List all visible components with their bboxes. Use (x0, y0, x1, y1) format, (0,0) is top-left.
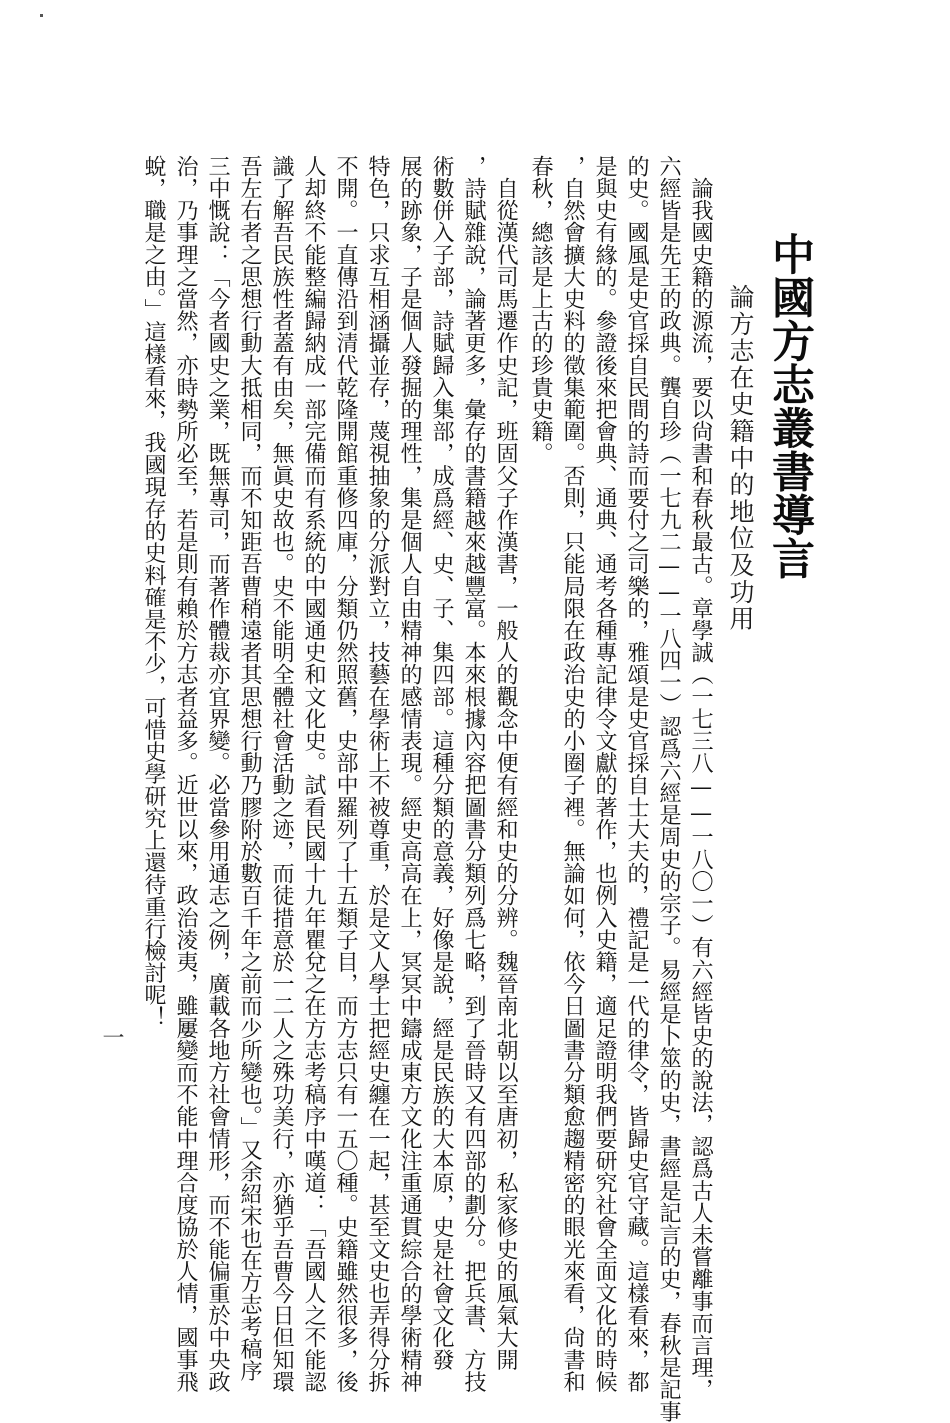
page-subtitle: 論方志在史籍中的地位及功用 (726, 284, 755, 633)
text-line: 三中慨說：「今者國史之業，既無專司，而著作體裁亦宜界變。必當參用通志之例，廣載各地方社會情形，而不能偏重於中央政 (205, 155, 232, 1393)
text-line: 是與史有緣的。參證後來把會典、通典、通考各種專記律令文獻的著作，也例入史籍，適足證明我們要研究社會全面文化的時候 (592, 155, 619, 1393)
page-number: 一 (99, 1026, 124, 1048)
text-line: 的史。國風是史官採自民間的詩而要付之司樂的，雅頌是史官採自士大夫的，禮記是一代的律令，皆歸史官守藏。這樣看來，都 (624, 155, 651, 1393)
text-line: 春秋，總該是上古的珍貴史籍。 (528, 155, 555, 465)
text-line: 自從漢代司馬遷作史記，班固父子作漢書，一般人的觀念中便有經和史的分辨。魏晉南北朝以至唐初，私家修史的風氣大開 (493, 155, 520, 1371)
page-title: 中國方志叢書導言 (765, 232, 815, 580)
text-line: 術數併入子部，詩賦歸入集部，成爲經、史、子、集四部。這種分類的意義，好像是說，經是民族的大本原，史是社會文化發 (429, 155, 456, 1371)
text-line: 論我國史籍的源流，要以尙書和春秋最古。章學誠（一七三八——一八〇一）有六經皆史的說法，認爲古人未嘗離事而言理， (688, 155, 715, 1401)
text-line: 治，乃事理之當然，亦時勢所必至，若是則有賴於方志者益多。近世以來，政治淩夷，雖屢變而不能中理合度協於人情，國事飛 (173, 155, 200, 1393)
text-line: 吾左右者之思想行動大抵相同，而不知距吾曹稍遠者其思想行動乃膠附於數百千年之前而少所變也。」又余紹宋也在方志考稿序 (237, 155, 264, 1382)
text-line: 不開。一直傳沿到清代乾隆開館重修四庫，分類仍然照舊，史部中羅列了十五類子目，而方志只有一五〇種。史籍雖然很多，後 (333, 155, 360, 1393)
text-line: 人却終不能整編歸納成一部完備而有系統的中國通史和文化史。試看民國十九年瞿兌之在方志考稿序中嘆道：「吾國人之不能認 (301, 155, 328, 1393)
text-line: 展的跡象，子是個人發掘的理性，集是個人自由精神的感情表現。經史高高在上，冥冥中鑄成東方文化注重通貫綜合的學術精神 (397, 155, 424, 1393)
text-line: 六經皆是先王的政典。龔自珍（一七九二——一八四一）認爲六經是周史的宗子。易經是卜筮的史，書經是記言的史，春秋是記事 (656, 155, 683, 1423)
text-line: ，詩賦雜說，論著更多，彙存的書籍越來越豐富。本來根據內容把圖書分類列爲七略，到了晉時又有四部的劃分。把兵書、方技 (461, 155, 488, 1393)
text-line: 特色，只求互相涵攝並存，蔑視抽象的分派對立，技藝在學術上不被尊重，於是文人學士把經史纏在一起，甚至文史也弄得分拆 (365, 155, 392, 1393)
text-line: ，自然會擴大史料的徵集範圍。否則，只能局限在政治史的小圈子裡。無論如何，依今日圖書分類愈趨精密的眼光來看，尙書和 (560, 155, 587, 1393)
text-line: 蛻，職是之由。」這樣看來，我國現存的史料確是不少，可惜史學研究上還待重行檢討呢！ (141, 155, 168, 1028)
scan-mark (40, 14, 43, 17)
text-line: 識了解吾民族性者蓋有由矣，無眞史故也。史不能明全體社會活動之迹，而徒措意於一二人之殊功美行，亦猶乎吾曹今日但知環 (269, 155, 296, 1393)
